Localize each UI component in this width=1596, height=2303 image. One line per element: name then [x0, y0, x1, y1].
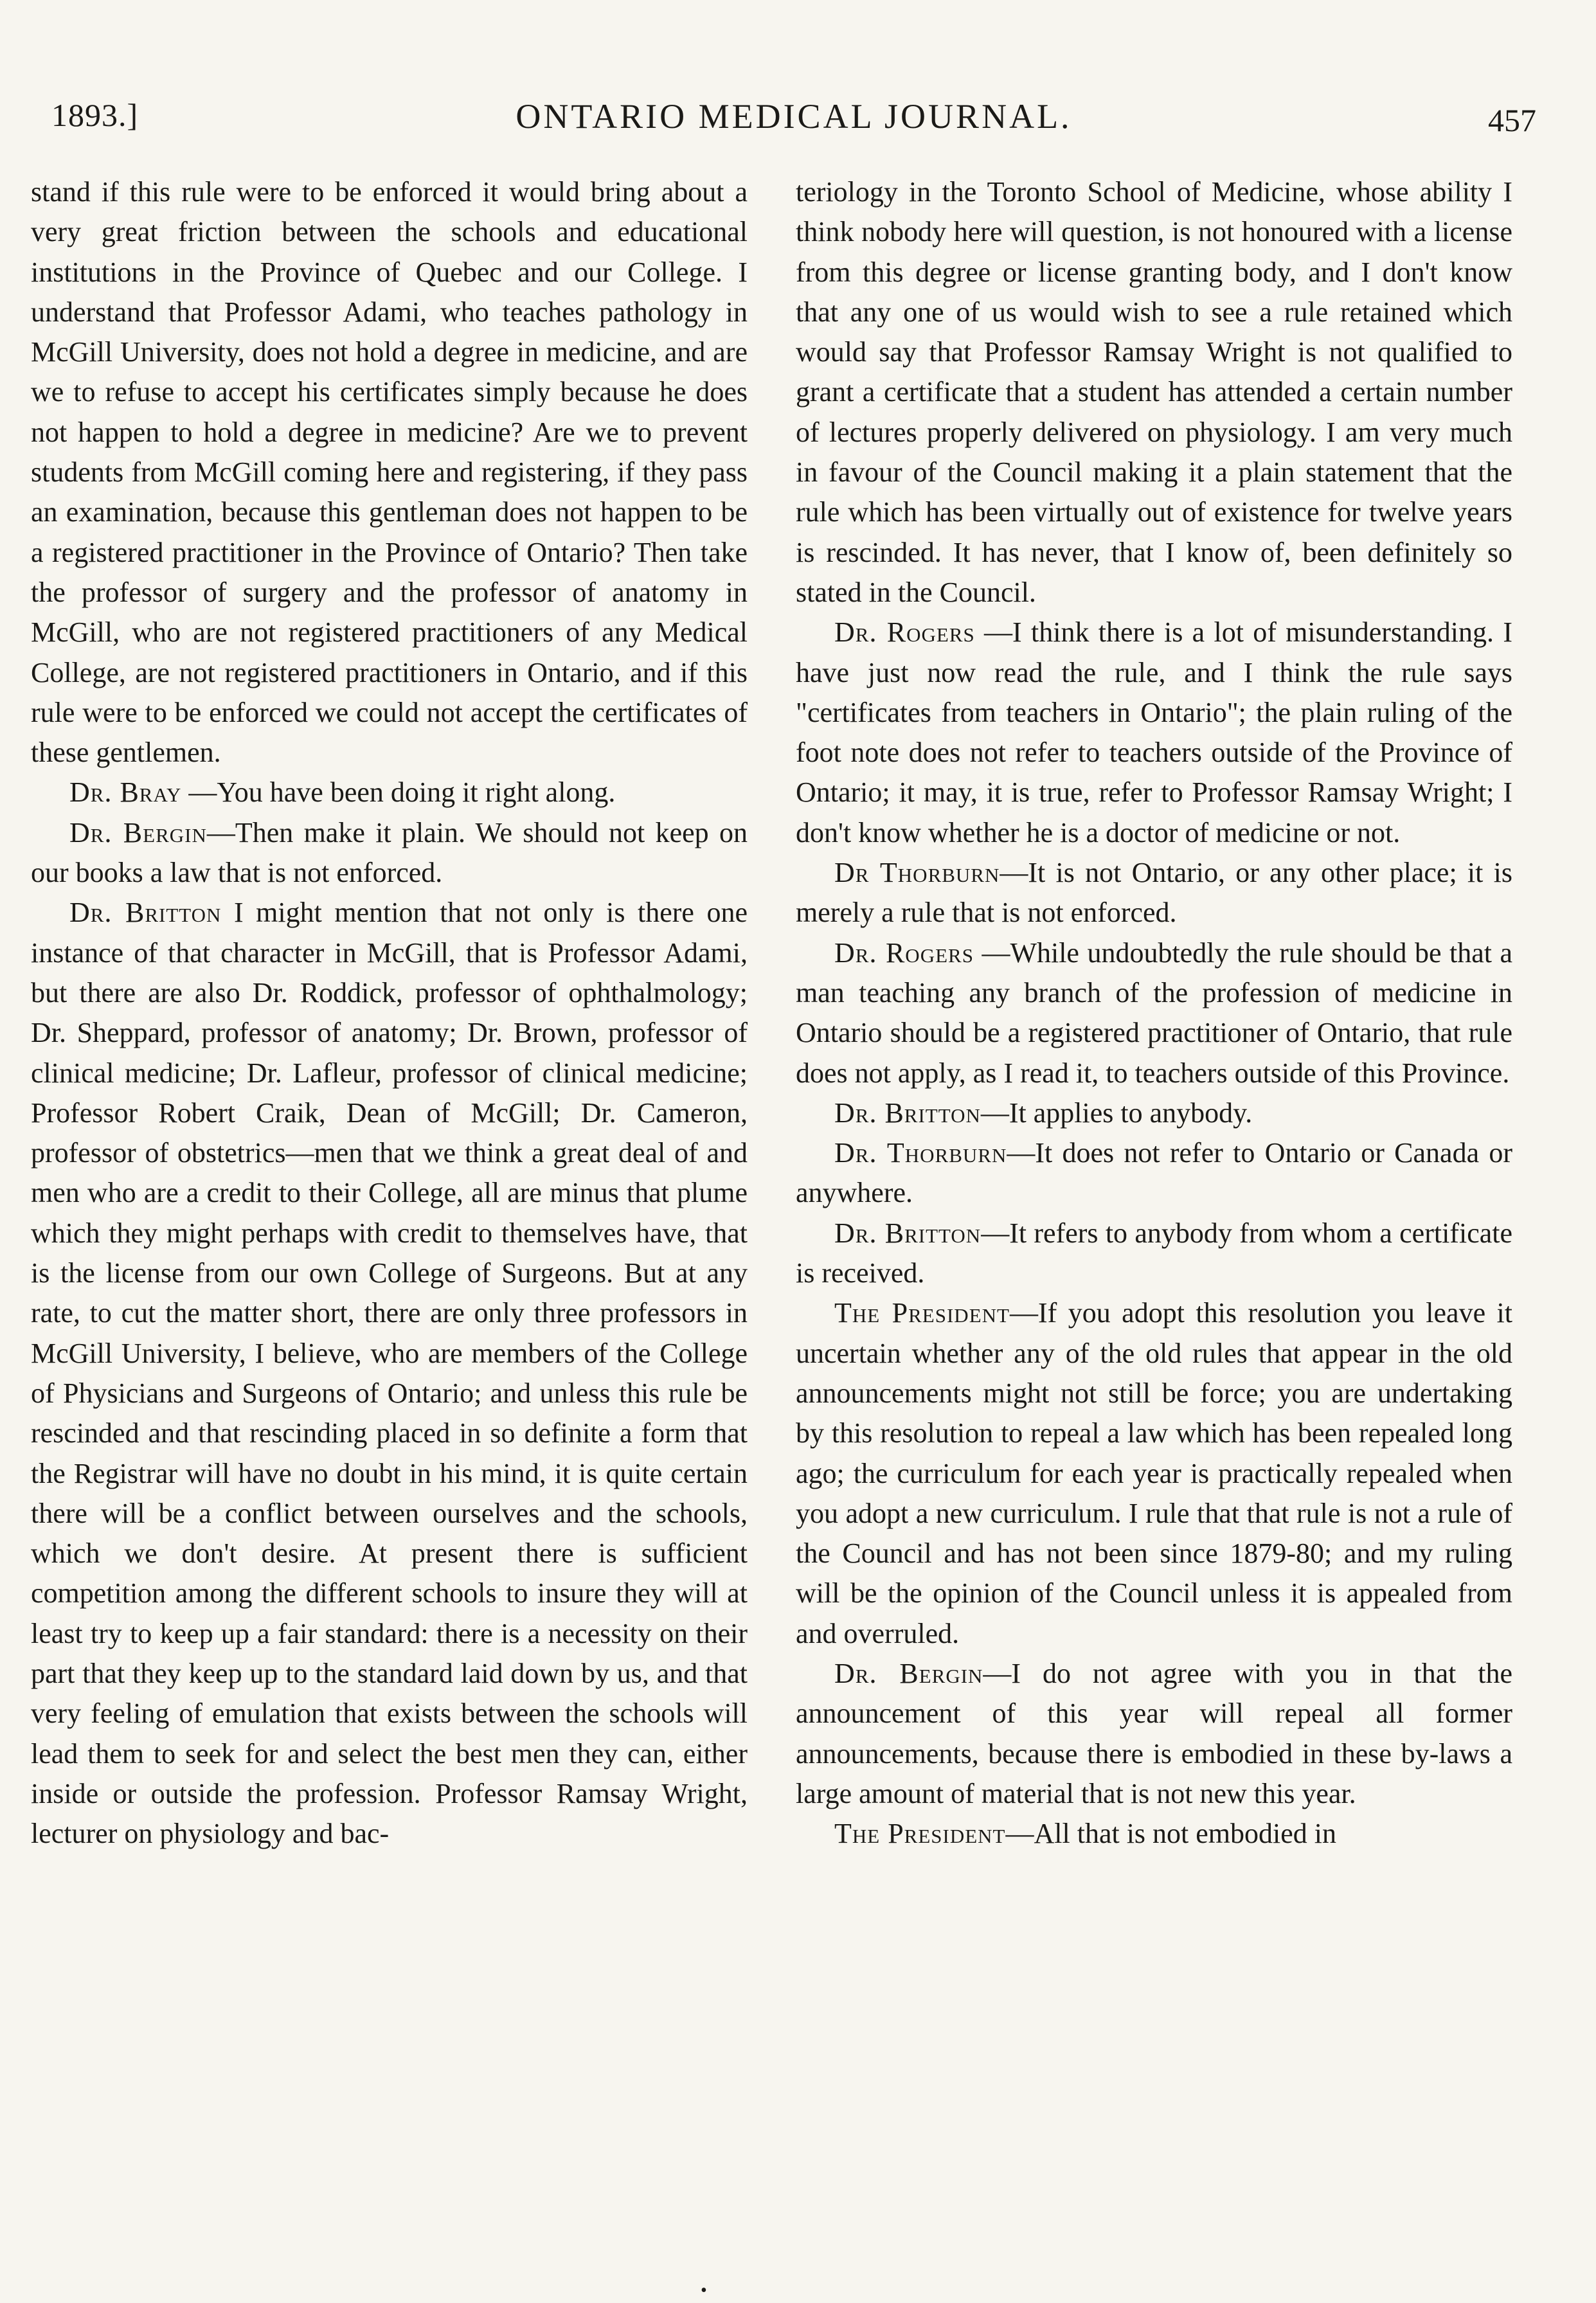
paragraph [31, 813, 748, 893]
speech-text: —While undoubtedly the rule should be that a man teaching any branch of the profession of medicine in Ontario should be a registered practitioner of Ontario, that rule does not apply, as I read it, to teachers outside of this Province. [796, 936, 1512, 1089]
header-year: 1893.] [51, 97, 139, 133]
journal-title: ONTARIO MEDICAL JOURNAL. [516, 97, 1072, 136]
speech-text: —If you adopt this resolution you leave it uncertain whether any of the old rules that appear in the old announcements might not still be force; you are undertaking by this resolution to repeal a law which has been repealed long ago; the curriculum for each year is practically repealed when you adopt a new curriculum. I rule that that rule is not a rule of the Council and has not been since 1879-80; and my ruling will be the opinion of the Council unless it is appealed from and overruled. [796, 1297, 1512, 1649]
paragraph [31, 773, 748, 812]
speech-text: —I do not agree with you in that the announcement of this year will repeal all former announcements, because there is embodied in these by-laws a large amount of material that is not new this year. [796, 1657, 1512, 1809]
paragraph [796, 1093, 1512, 1133]
speech-text: —I think there is a lot of misunderstanding. I have just now read the rule, and I think the rule says "certificates from teachers in Ontario"; the plain ruling of the foot note does not refer to teachers outside of the Province of Ontario; it may, it is true, refer to Professor Ramsay Wright; I don't know whether he is a doctor of medicine or not. [796, 616, 1512, 848]
speaker-name: Dr. Rogers [834, 936, 974, 969]
paragraph [796, 1814, 1512, 1854]
paragraph [796, 853, 1512, 933]
speaker-name: The President [834, 1818, 1006, 1850]
paragraph [796, 1133, 1512, 1214]
speaker-name: Dr. Bergin [834, 1657, 983, 1689]
paragraph [796, 613, 1512, 853]
speaker-name: Dr. Bray [69, 776, 182, 809]
paragraph: teriology in the Toronto School of Medicine, whose ability I think nobody here will question, is not honoured with a license from this degree or license granting body, and I don't know that any one of us would wish to see a rule retained which would say that Professor Ramsay Wright is not qualified to grant a certificate that a student has attended a certain number of lectures properly delivered on physiology. I am very much in favour of the Council making it a plain statement that the rule which has been virtually out of existence for twelve years is rescinded. It has never, that I know of, been definitely so stated in the Council. [796, 176, 1512, 608]
speaker-name: Dr. Thorburn [834, 1137, 1007, 1169]
speech-text: I might mention that not only is there one instance of that character in McGill, that is Professor Adami, but there are also Dr. Roddick, professor of ophthalmology; Dr. Sheppard, professor of anatomy; Dr. Brown, professor of clinical medicine; Dr. Lafleur, professor of clinical medicine; Professor Robert Craik, Dean of McGill; Dr. Cameron, professor of obstetrics—men that we think a great deal of and men who are a credit to their College, all are minus that plume which they might perhaps with credit to themselves have, that is the license from our own College of Surgeons. But at any rate, to cut the matter short, there are only three professors in McGill University, I believe, who are members of the College of Physicians and Surgeons of Ontario; and unless this rule be rescinded and that rescinding placed in so definite a form that the Registrar will have no doubt in his mind, it is quite certain there will be a conflict between ourselves and the schools, which we don't desire. At present there is sufficient competition among the different schools to insure they will at least try to keep up a fair standard: there is a necessity on their part that they keep up to the standard laid down by us, and that very feeling of emulation that exists between the schools will lead them to seek for and select the best men they can, either inside or outside the profession. Professor Ramsay Wright, lecturer on physiology and bac- [31, 897, 748, 1850]
page-header [51, 96, 1536, 161]
paragraph [796, 1654, 1512, 1814]
speech-text: —It applies to anybody. [980, 1097, 1253, 1129]
paragraph [796, 1214, 1512, 1294]
page-number: 457 [1488, 102, 1536, 138]
speech-text: —It does not refer to Ontario or Canada or anywhere. [796, 1137, 1513, 1209]
paragraph [796, 1293, 1512, 1654]
speaker-name: Dr Thorburn [834, 857, 1000, 889]
speaker-name: Dr. Britton [834, 1217, 982, 1249]
speech-text: —It refers to anybody from whom a certificate is received. [796, 1217, 1512, 1289]
left-column [31, 172, 748, 1854]
speaker-name: The President [834, 1297, 1010, 1329]
speech-text: —All that is not embodied in [1005, 1818, 1337, 1850]
speaker-name: Dr. Rogers [834, 616, 975, 649]
paragraph: stand if this rule were to be enforced it would bring about a very great friction between the schools and educational institutions in the Province of Quebec and our College. I understand that Professor Adami, who teaches pathology in McGill University, does not hold a degree in medicine, and are we to refuse to accept his certificates simply because he does not happen to hold a degree in medicine? Are we to prevent students from McGill coming here and registering, if they pass an examination, because this gentleman does not happen to be a registered practitioner in the Province of Ontario? Then take the professor of surgery and the professor of anatomy in McGill, who are not registered practitioners of any Medical College, are not registered practitioners in Ontario, and if this rule were to be enforced we could not accept the certificates of these gentlemen. [31, 176, 748, 769]
footer-mark: • [701, 2281, 707, 2300]
speech-text: —You have been doing it right along. [181, 776, 616, 809]
paragraph [796, 933, 1512, 1093]
speaker-name: Dr. Bergin [69, 816, 207, 848]
speech-text: —Then make it plain. We should not keep on our books a law that is not enforced. [31, 816, 748, 889]
speaker-name: Dr. Britton [69, 897, 222, 929]
speech-text: —It is not Ontario, or any other place; it is merely a rule that is not enforced. [796, 857, 1512, 929]
right-column [796, 172, 1512, 1854]
paragraph [31, 893, 748, 1854]
speaker-name: Dr. Britton [834, 1097, 981, 1129]
